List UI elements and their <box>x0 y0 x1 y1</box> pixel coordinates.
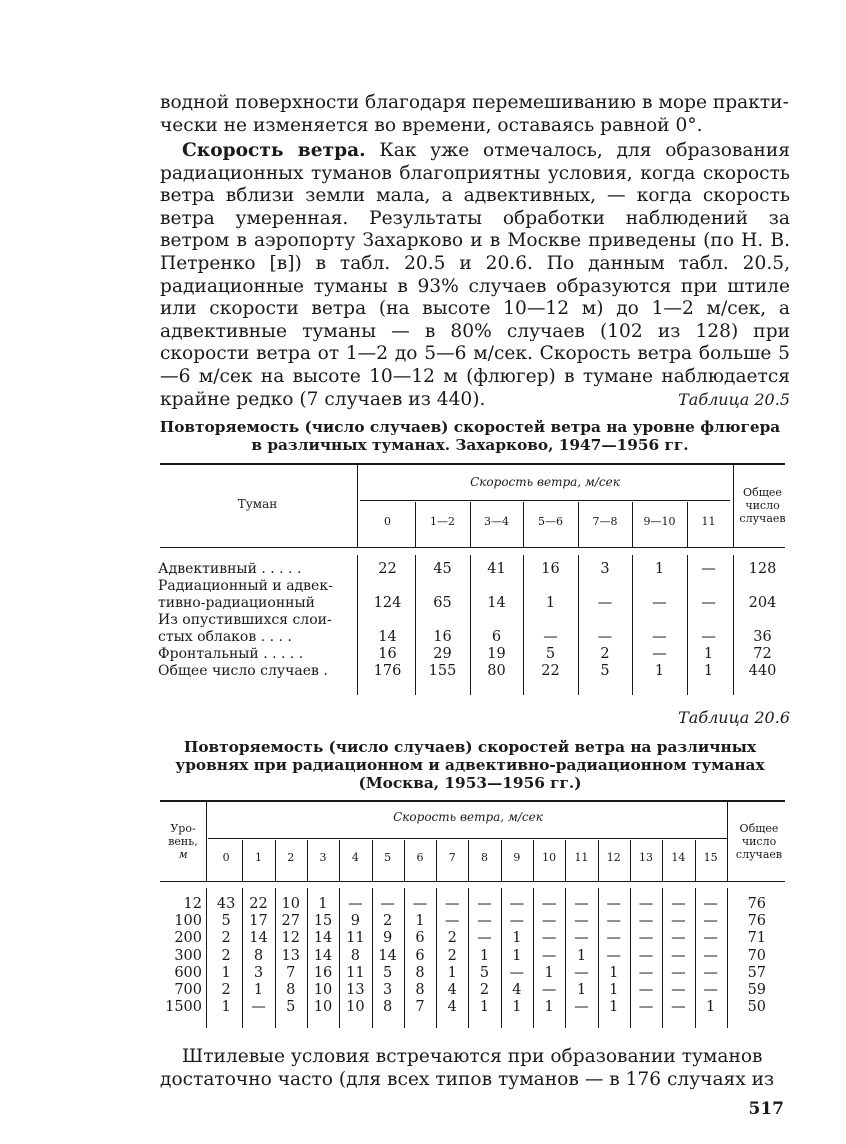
table2-speed-col-10: 10 <box>542 851 557 864</box>
table1-vline-fog <box>357 465 358 547</box>
table1-cell: 155 <box>428 663 457 679</box>
table1-caption <box>150 418 790 454</box>
table1-cell: 3 <box>600 561 610 577</box>
table2-cell: 22 <box>249 896 268 912</box>
table1-cell: 176 <box>373 663 402 679</box>
table2-cell: — <box>703 964 718 981</box>
table1-cell: 16 <box>541 561 560 577</box>
table2-total-cell: 57 <box>747 964 767 981</box>
table2-cell: 1 <box>318 896 328 912</box>
table2-cell: — <box>477 930 492 947</box>
table2-speed-col-9: 9 <box>513 851 521 864</box>
table2-cell: — <box>541 947 557 964</box>
table1-cell: 1 <box>654 561 665 577</box>
table2-cell: 1 <box>479 947 490 964</box>
table2-vline-h9 <box>501 840 502 881</box>
table2-cell: 7 <box>415 999 425 1016</box>
table2-header-total-2: число <box>741 835 777 848</box>
table2-cell: — <box>444 896 460 912</box>
table2-cell: — <box>671 913 686 930</box>
table2-speed-rule <box>208 838 728 839</box>
table1-row-label: Фронтальный . . . . . <box>158 646 304 662</box>
table1-cell: 22 <box>378 561 397 577</box>
table2-speed-col-2: 2 <box>287 851 295 864</box>
intro-paragraph <box>160 92 790 137</box>
table1-cell: 1 <box>545 595 556 611</box>
table2-cell: — <box>509 964 525 981</box>
table2-caption-line-1: Повторяемость (число случаев) скоростей ветра на различных <box>183 738 757 756</box>
table2-label: Таблица 20.6 <box>678 708 790 727</box>
table2-cell: — <box>574 896 589 912</box>
table2-header-rule <box>160 881 785 882</box>
table2-speed-col-7: 7 <box>448 851 456 864</box>
table2-total-cell: 76 <box>747 896 767 912</box>
outro-line-2: достаточно часто (для всех типов туманов — в 176 случаях из <box>160 1068 775 1090</box>
table2-vline-h11 <box>565 840 566 881</box>
table2-vline-h4 <box>339 840 340 881</box>
table2-cell: 2 <box>447 947 457 964</box>
table2-vline-h8 <box>468 840 469 881</box>
table1-header-total <box>735 486 790 525</box>
table1-vline-h4 <box>632 502 633 547</box>
table2-cell: 3 <box>253 964 264 981</box>
table2-cell: 2 <box>383 913 393 930</box>
table2-cell: 5 <box>221 913 231 930</box>
table1-cell: 1 <box>703 663 714 679</box>
table1-speed-col-4: 7—8 <box>592 515 618 528</box>
page-number: 517 <box>748 1099 784 1119</box>
table1-vline-h3 <box>578 502 579 547</box>
table2-speed-col-0: 0 <box>222 851 230 864</box>
table2-cell: — <box>477 913 492 930</box>
table2-cell: 10 <box>281 896 300 912</box>
table2-cell: 2 <box>447 930 457 947</box>
table1-cell: — <box>652 595 667 611</box>
table2-total-cell: 76 <box>747 913 767 930</box>
table2-speed-col-1: 1 <box>254 851 262 864</box>
table2-speed-col-13: 13 <box>639 851 654 864</box>
table2-cell: 1 <box>512 930 522 947</box>
table2-caption <box>150 738 790 792</box>
table1-top-rule <box>160 463 785 465</box>
table1-vline-body-total <box>733 555 734 695</box>
table2-row-level: 100 <box>174 913 202 930</box>
table1-cell: 5 <box>600 663 610 679</box>
table2-cell: — <box>541 930 557 947</box>
table1-header-speed: Скорость ветра, м/сек <box>470 475 620 489</box>
table2-cell: 4 <box>447 982 457 998</box>
table2-vline-h7 <box>436 840 437 881</box>
table1-cell: — <box>597 629 613 645</box>
table2-vline-h2 <box>275 840 276 881</box>
table1-cell: 2 <box>600 646 610 662</box>
table2-cell: 1 <box>609 999 619 1016</box>
table1-total-cell: 36 <box>753 629 772 645</box>
table2-cell: 16 <box>313 964 333 981</box>
table2-cell: 2 <box>221 930 231 947</box>
table2-cell: — <box>703 913 718 930</box>
table2-cell: 8 <box>415 982 425 998</box>
table2-cell: 4 <box>447 999 457 1016</box>
table2-cell: — <box>606 913 621 930</box>
table1-cell: — <box>701 561 716 577</box>
table2-caption-line-2: уровнях при радиационном и адвективно-радиационном туманах <box>175 756 765 774</box>
table2-cell: — <box>541 896 557 912</box>
table1-vline-h1 <box>470 502 471 547</box>
table1-caption-line-2: в различных туманах. Захарково, 1947—1956 гг. <box>251 436 689 454</box>
table2-vline-h3 <box>307 840 308 881</box>
table2-header-total <box>730 822 788 861</box>
table2-cell: 27 <box>281 913 300 930</box>
table2-header-level-1: Уро- <box>170 822 196 835</box>
table2-cell: 2 <box>221 982 231 998</box>
table1-row-label: Из опустившихся слои- <box>158 612 332 628</box>
table1-row-label: тивно-радиационный <box>158 595 315 611</box>
table2-cell: — <box>477 896 492 912</box>
table2-vline-total <box>727 802 728 881</box>
table1-vline-h5 <box>687 502 688 547</box>
table1-label: Таблица 20.5 <box>678 390 790 409</box>
table1-row-label: Общее число случаев . <box>158 663 328 679</box>
table2-header-level-2: вень, <box>168 835 198 848</box>
table2-cell: 10 <box>313 982 333 998</box>
table2-cell: — <box>703 947 718 964</box>
table2-header-total-3: случаев <box>735 848 783 861</box>
table2-vline-h5 <box>372 840 373 881</box>
table2-cell: — <box>380 896 395 912</box>
table2-row-level: 200 <box>174 930 202 947</box>
table2-cell: 1 <box>544 964 554 981</box>
table2-cell: — <box>606 896 621 912</box>
table2-cell: 10 <box>313 999 333 1016</box>
table2-cell: — <box>574 913 589 930</box>
table2-cell: 1 <box>512 999 522 1016</box>
table1-cell: 22 <box>541 663 560 679</box>
table2-cell: — <box>606 930 621 947</box>
table2-cell: 1 <box>706 999 716 1016</box>
table2-cell: 1 <box>609 982 619 998</box>
table1-cell: 16 <box>378 646 397 662</box>
table2-cell: 1 <box>221 999 231 1016</box>
table1-total-cell: 128 <box>748 561 777 577</box>
table1-vline-body-fog <box>357 555 358 695</box>
table2-vline-h1 <box>242 840 243 881</box>
table2-cell: — <box>638 913 654 930</box>
table1-header-total-3: случаев <box>739 512 786 525</box>
table1-cell: 65 <box>433 595 452 611</box>
table2-total-cell: 70 <box>747 947 767 964</box>
table2-cell: — <box>638 930 654 947</box>
table2-cell: 12 <box>281 930 300 947</box>
table2-cell: — <box>444 913 460 930</box>
table1-cell: — <box>701 595 716 611</box>
table2-cell: 11 <box>346 964 365 981</box>
table1-cell: 6 <box>491 629 502 645</box>
table2-cell: — <box>638 982 654 998</box>
table2-cell: 14 <box>378 947 397 964</box>
table1-cell: 19 <box>487 646 506 662</box>
table1-row-label: Адвективный . . . . . <box>158 561 302 577</box>
table2-cell: 1 <box>576 982 587 998</box>
table2-speed-col-12: 12 <box>606 851 621 864</box>
table2-header-total-1: Общее <box>739 822 779 835</box>
table2-cell: 10 <box>346 999 365 1016</box>
intro-line-2: чески не изменяется во времени, оставаясь равной 0°. <box>160 114 703 136</box>
table2-speed-col-3: 3 <box>319 851 327 864</box>
table2-cell: 13 <box>346 982 365 998</box>
table1-speed-col-3: 5—6 <box>538 515 563 528</box>
table2-vline-h12 <box>598 840 599 881</box>
table2-cell: — <box>574 999 589 1016</box>
table1-header-fog: Туман <box>237 497 278 511</box>
table2-speed-col-4: 4 <box>351 851 359 864</box>
table1-cell: 16 <box>433 629 452 645</box>
table2-cell: 1 <box>544 999 554 1016</box>
table2-cell: 9 <box>383 930 393 947</box>
table1-cell: 1 <box>654 663 665 679</box>
table2-cell: 1 <box>576 947 587 964</box>
table2-speed-col-5: 5 <box>384 851 392 864</box>
table2-cell: — <box>703 930 718 947</box>
table2-cell: — <box>251 999 266 1016</box>
table1-cell: — <box>652 629 667 645</box>
table2-cell: 2 <box>479 982 490 998</box>
table2-row-level: 12 <box>183 896 202 912</box>
table2-cell: — <box>638 947 654 964</box>
outro-line-1: Штилевые условия встречаются при образовании туманов <box>182 1046 763 1067</box>
table1-speed-col-0: 0 <box>384 515 391 528</box>
table2-vline-h10 <box>533 840 534 881</box>
table1-total-cell: 72 <box>753 646 772 662</box>
table2-row-level: 700 <box>174 982 202 998</box>
table2-top-rule <box>160 800 785 802</box>
table2-header-level-3: м <box>178 848 188 861</box>
table2-cell: — <box>703 982 718 998</box>
table2-cell: 14 <box>313 947 333 964</box>
table1-speed-col-6: 11 <box>701 515 716 528</box>
table2-cell: 2 <box>221 947 231 964</box>
table2-cell: — <box>671 947 686 964</box>
table2-cell: 11 <box>346 930 365 947</box>
table1-cell: — <box>543 629 558 645</box>
table2-cell: — <box>671 930 686 947</box>
wind-speed-paragraph <box>160 140 790 411</box>
table2-vline-h13 <box>630 840 631 881</box>
table2-cell: 3 <box>383 982 393 998</box>
table2-cell: 14 <box>249 930 268 947</box>
table2-vline-h15 <box>695 840 696 881</box>
table1-cell: 1 <box>703 646 714 662</box>
table2-cell: 5 <box>286 999 296 1016</box>
table1-cell: 14 <box>378 629 397 645</box>
outro-paragraph <box>160 1046 790 1091</box>
table2-cell: 1 <box>447 964 457 981</box>
table2-caption-line-3: (Москва, 1953—1956 гг.) <box>358 774 582 792</box>
table2-cell: 43 <box>216 896 236 912</box>
table2-cell: — <box>509 913 525 930</box>
table1-cell: — <box>597 595 613 611</box>
table2-cell: 7 <box>286 964 296 981</box>
table2-cell: — <box>606 947 621 964</box>
table2-header-speed: Скорость ветра, м/сек <box>393 810 543 824</box>
table2-speed-col-8: 8 <box>481 851 489 864</box>
table2-cell: — <box>638 999 654 1016</box>
table2-vline-level <box>206 802 207 881</box>
table2-cell: 1 <box>609 964 619 981</box>
table2-cell: — <box>348 896 363 912</box>
table2-cell: 13 <box>281 947 300 964</box>
table1-speed-col-5: 9—10 <box>643 515 676 528</box>
table1-cell: 124 <box>373 595 402 611</box>
table1-cell: 29 <box>433 646 452 662</box>
table2-cell: 17 <box>249 913 268 930</box>
table2-cell: 8 <box>253 947 264 964</box>
table2-cell: — <box>412 896 428 912</box>
table2-row-level: 300 <box>174 947 202 964</box>
table2-cell: 9 <box>350 913 360 930</box>
table2-cell: — <box>638 964 654 981</box>
table2-cell: — <box>671 964 686 981</box>
table2-cell: 1 <box>415 913 425 930</box>
table2-cell: — <box>541 913 557 930</box>
table1-cell: 5 <box>545 646 556 662</box>
table1-cell: 41 <box>487 561 506 577</box>
table2-cell: 5 <box>383 964 393 981</box>
table2-cell: 4 <box>512 982 522 998</box>
table2-vline-body-total <box>727 888 728 1028</box>
table2-total-cell: 59 <box>747 982 767 998</box>
table2-cell: 1 <box>512 947 522 964</box>
table2-vline-h14 <box>662 840 663 881</box>
table1-row-label: Радиационный и адвек- <box>158 578 333 594</box>
table2-vline-body-level <box>206 888 207 1028</box>
table2-cell: — <box>541 982 557 998</box>
table1-speed-col-1: 1—2 <box>430 515 455 528</box>
table1-cell: — <box>701 629 716 645</box>
table2-cell: 6 <box>415 930 425 947</box>
table2-total-cell: 71 <box>747 930 767 947</box>
table2-cell: — <box>671 999 686 1016</box>
table2-cell: 6 <box>415 947 425 964</box>
table2-cell: 1 <box>479 999 490 1016</box>
table2-cell: — <box>638 896 654 912</box>
table2-cell: — <box>574 964 589 981</box>
table1-caption-line-1: Повторяемость (число случаев) скоростей ветра на уровне флюгера <box>159 418 781 436</box>
table2-speed-col-14: 14 <box>671 851 686 864</box>
table2-speed-col-15: 15 <box>703 851 718 864</box>
section-text: Как уже отмечалось, для образования радиационных туманов благоприятны условия, когда скорость ветра вблизи земли мала, а адвективных, — когда скорость ветра умеренная. Результаты обработки наблюдений за ветром в аэропорту Захарково и в Москве приведены (по Н. В. Петренко [в]) в табл. 20.5 и 20.6. По данным табл. 20.5, радиационные туманы в 93% случаев образуются при штиле или скорости ветра (на высоте 10—12 м) до 1—2 м/сек, а адвективные туманы — в 80% случаев (102 из 128) при скорости ветра от 1—2 до 5—6 м/сек. Скорость ветра больше 5—6 м/сек на высоте 10—12 м (флюгер) в тумане наблюдается крайне редко (7 случаев из 440). <box>160 140 790 410</box>
section-heading: Скорость ветра. <box>182 140 366 161</box>
table1-vline-h0 <box>415 502 416 547</box>
table1-cell: — <box>652 646 667 662</box>
table2-row-level: 1500 <box>165 999 202 1016</box>
table1-cell: 45 <box>433 561 452 577</box>
table2-vline-h6 <box>404 840 405 881</box>
table2-cell: 8 <box>383 999 393 1016</box>
table1-header-total-1: Общее <box>743 486 782 499</box>
intro-line-1: водной поверхности благодаря перемешиванию в море практи- <box>160 92 789 113</box>
table1-header-rule <box>160 547 785 548</box>
table1-total-cell: 440 <box>748 663 777 679</box>
table2-cell: 15 <box>313 913 333 930</box>
table2-cell: 14 <box>313 930 333 947</box>
table2-cell: 8 <box>350 947 360 964</box>
table1-vline-total <box>733 465 734 547</box>
table2-cell: 5 <box>479 964 490 981</box>
table1-total-cell: 204 <box>748 595 777 611</box>
table2-cell: — <box>703 896 718 912</box>
table1-vline-h2 <box>523 502 524 547</box>
table1-cell: 80 <box>487 663 506 679</box>
table2-cell: 8 <box>286 982 296 998</box>
table2-cell: 1 <box>221 964 231 981</box>
table1-row-label: стых облаков . . . . <box>158 629 292 645</box>
table2-header-level <box>160 822 206 861</box>
table2-speed-col-6: 6 <box>416 851 424 864</box>
table2-speed-col-11: 11 <box>574 851 589 864</box>
table1-speed-rule <box>360 500 730 501</box>
table2-cell: — <box>671 982 686 998</box>
table1-header-total-2: число <box>745 499 780 512</box>
table2-row-level: 600 <box>174 964 202 981</box>
table1-cell: 14 <box>487 595 506 611</box>
table2-cell: 8 <box>415 964 425 981</box>
table2-cell: — <box>574 930 589 947</box>
table1-speed-col-2: 3—4 <box>484 515 509 528</box>
table2-cell: 1 <box>253 982 264 998</box>
table2-cell: — <box>671 896 686 912</box>
table2-cell: — <box>509 896 525 912</box>
table2-total-cell: 50 <box>747 999 767 1016</box>
